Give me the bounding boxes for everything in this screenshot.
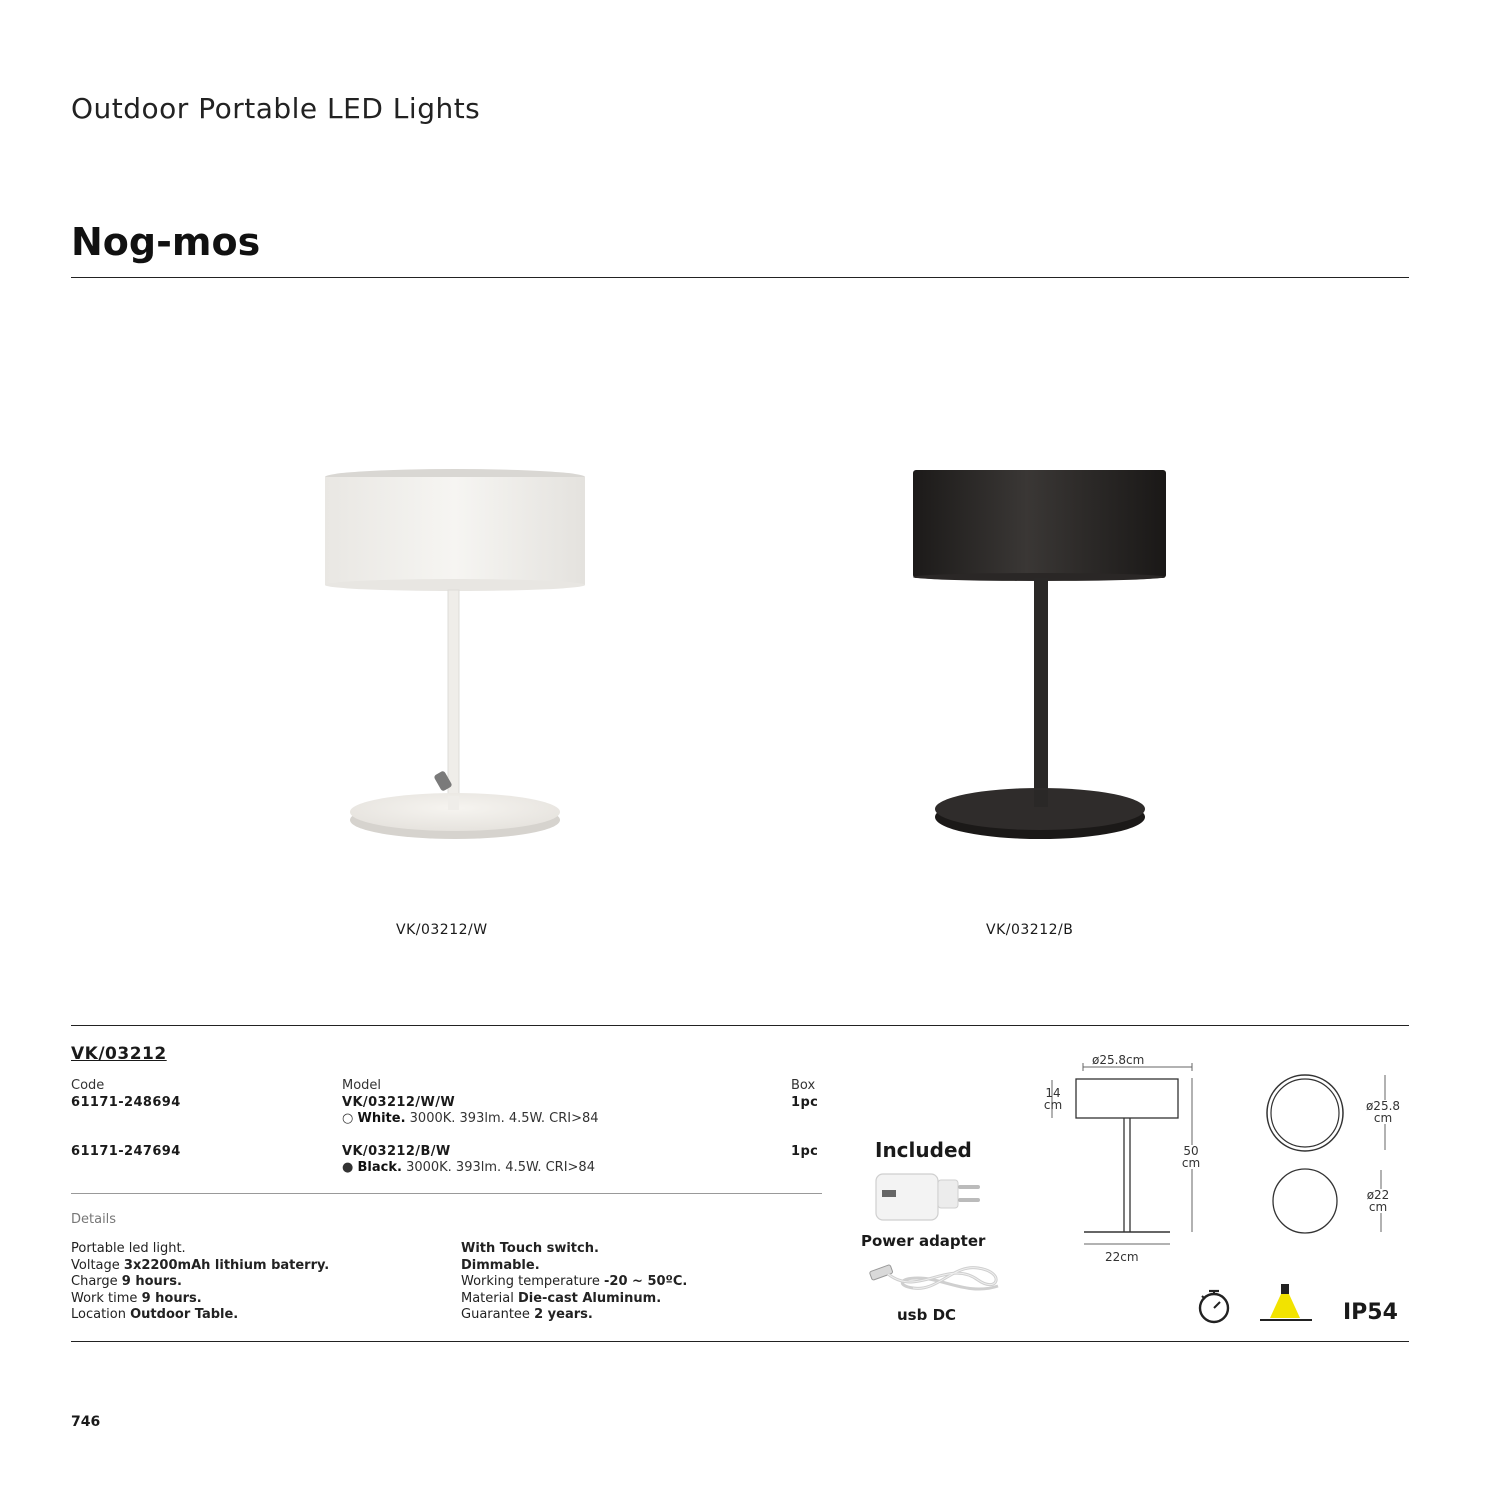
- timer-icon: [1195, 1288, 1235, 1328]
- box-value: 1pc: [791, 1095, 819, 1110]
- detail-line: Working temperature -20 ~ 50ºC.: [461, 1274, 688, 1290]
- color-marker-icon: ●: [342, 1160, 354, 1175]
- light-specs: 3000K. 393lm. 4.5W. CRI>84: [409, 1111, 599, 1126]
- usb-cable-icon: [858, 1258, 1006, 1306]
- details-heading: Details: [71, 1212, 117, 1227]
- ip-rating-badge: IP54: [1343, 1300, 1398, 1325]
- product-caption-black: VK/03212/B: [986, 922, 1074, 938]
- product-caption-white: VK/03212/W: [396, 922, 488, 938]
- shade-diameter-dimension: ø25.8cm: [1092, 1053, 1145, 1067]
- downlight-icon: [1256, 1284, 1316, 1328]
- model-value: VK/03212/B/W: [342, 1144, 451, 1159]
- base-circle-dimension: ø22 cm: [1360, 1189, 1396, 1213]
- included-title: Included: [875, 1138, 972, 1162]
- detail-line: Voltage 3x2200mAh lithium baterry.: [71, 1257, 330, 1273]
- detail-line: Work time 9 hours.: [71, 1290, 202, 1306]
- black-lamp-illustration: [905, 460, 1175, 850]
- details-right-column: [461, 1241, 841, 1324]
- header-divider: [71, 277, 1409, 278]
- detail-line: Location Outdoor Table.: [71, 1307, 239, 1323]
- power-adapter-icon: [872, 1168, 987, 1227]
- total-height-dimension: 50 cm: [1181, 1144, 1201, 1170]
- lamp-image-black: [905, 460, 1175, 850]
- family-code: VK/03212: [71, 1044, 167, 1064]
- page-number: 746: [71, 1414, 101, 1430]
- usb-dc-label: usb DC: [897, 1306, 957, 1324]
- section-title: Outdoor Portable LED Lights: [71, 92, 481, 125]
- color-marker-icon: ○: [342, 1111, 354, 1126]
- model-header: Model: [342, 1078, 382, 1093]
- detail-line: Material Die-cast Aluminum.: [461, 1290, 662, 1306]
- code-value: 61171-247694: [71, 1144, 181, 1159]
- spec-inner-divider: [71, 1193, 822, 1194]
- color-name: Black.: [357, 1160, 402, 1175]
- box-header: Box: [791, 1078, 816, 1093]
- light-specs: 3000K. 393lm. 4.5W. CRI>84: [406, 1160, 595, 1175]
- white-lamp-illustration: [320, 460, 600, 860]
- code-header: Code: [71, 1078, 105, 1093]
- top-circle-dimension: ø25.8 cm: [1360, 1100, 1406, 1124]
- detail-line: Charge 9 hours.: [71, 1274, 182, 1290]
- box-value: 1pc: [791, 1144, 819, 1159]
- base-width-dimension: 22cm: [1105, 1250, 1139, 1264]
- color-spec-line: [342, 1111, 599, 1126]
- code-value: 61171-248694: [71, 1095, 181, 1110]
- top-view-drawing: [1245, 1070, 1405, 1244]
- power-adapter-label: Power adapter: [861, 1232, 986, 1250]
- detail-line: With Touch switch.: [461, 1241, 599, 1256]
- lamp-image-white: [320, 460, 600, 860]
- detail-line: Dimmable.: [461, 1257, 540, 1273]
- detail-line: Guarantee 2 years.: [461, 1307, 593, 1323]
- spec-bottom-divider: [71, 1341, 1409, 1342]
- color-spec-line: [342, 1160, 595, 1175]
- model-value: VK/03212/W/W: [342, 1095, 456, 1110]
- product-title: Nog-mos: [71, 220, 261, 264]
- shade-height-dimension: 14 cm: [1043, 1086, 1063, 1112]
- spec-top-divider: [71, 1025, 1409, 1026]
- detail-line: Portable led light.: [71, 1241, 186, 1256]
- color-name: White.: [357, 1111, 406, 1126]
- details-left-column: [71, 1241, 451, 1324]
